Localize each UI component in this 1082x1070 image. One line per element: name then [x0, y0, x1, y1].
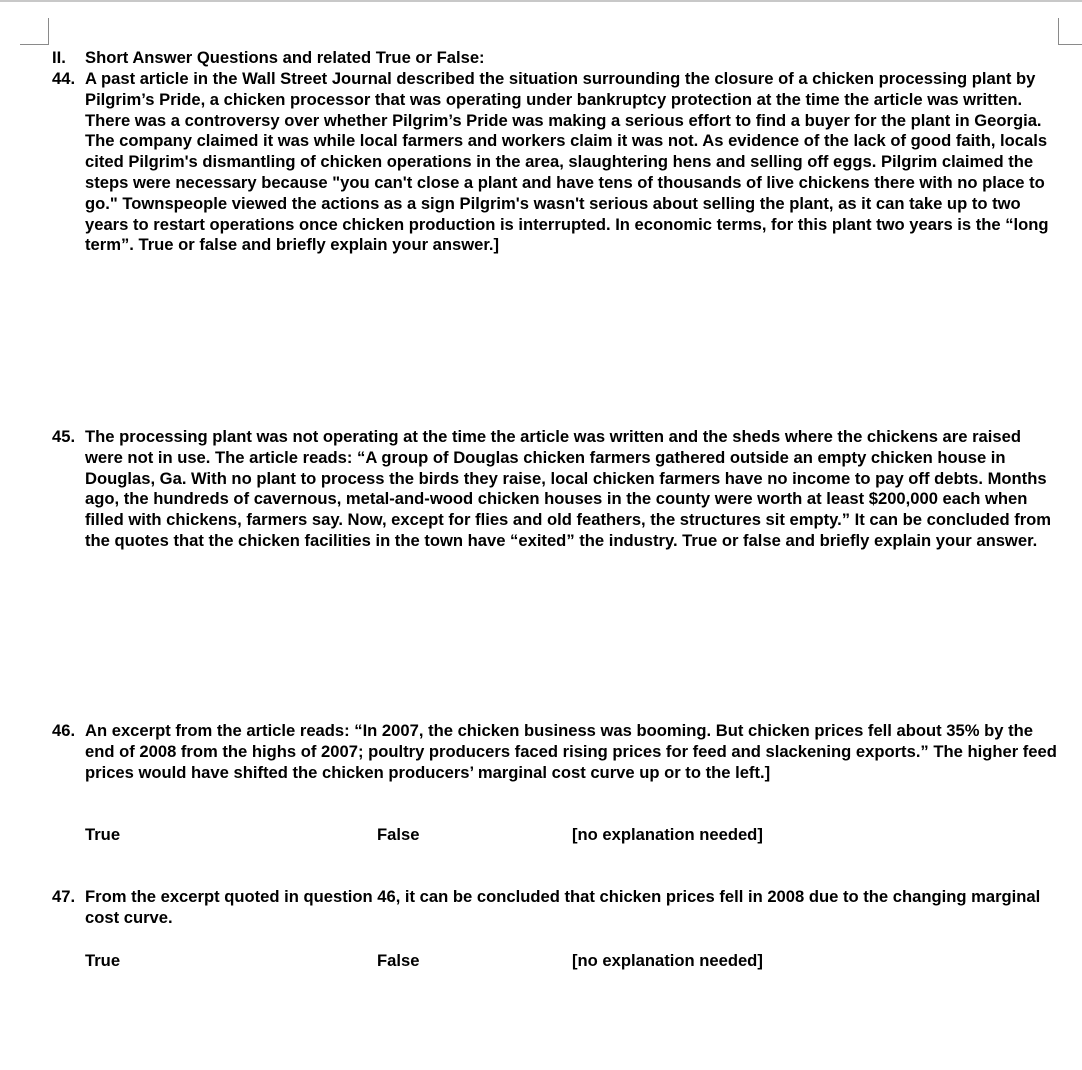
true-option: True [85, 951, 121, 970]
question-44 [52, 69, 1062, 256]
true-option: True [85, 825, 121, 844]
answer-choices-46 [0, 825, 1082, 847]
section-title: Short Answer Questions and related True or False: [85, 48, 485, 67]
question-47 [52, 887, 1062, 929]
answer-choices-47 [0, 951, 1082, 973]
question-number: 44. [52, 69, 76, 88]
question-number: 47. [52, 887, 76, 906]
question-45 [52, 427, 1062, 552]
section-number: II. [52, 48, 66, 67]
question-number: 45. [52, 427, 76, 446]
question-number: 46. [52, 721, 76, 740]
false-option: False [377, 951, 420, 970]
question-text: From the excerpt quoted in question 46, it can be concluded that chicken prices fell in 2008 due to the changing marginal cost curve. [85, 887, 1041, 927]
question-text: The processing plant was not operating at the time the article was written and the sheds where the chickens are raised were not in use. The article reads: “A group of Douglas chicken farmers gathered outside an empty chicken house in Douglas, Ga. With no plant to process the birds they raise, local chicken farmers have no income to pay off debts. Months ago, the hundreds of cavernous, metal-and-wood chicken houses in the county were worth at least $200,000 each when filled with chickens, farmers say. Now, except for flies and old feathers, the structures sit empty.” It can be concluded from the quotes that the chicken facilities in the town have “exited” the industry. True or false and briefly explain your answer. [85, 427, 1052, 550]
section-heading [52, 48, 1062, 69]
false-option: False [377, 825, 420, 844]
no-explanation-note: [no explanation needed] [572, 825, 763, 844]
question-text: An excerpt from the article reads: “In 2007, the chicken business was booming. But chicken prices fell about 35% by the end of 2008 from the highs of 2007; poultry producers faced rising prices for feed and slackening exports.” The higher feed prices would have shifted the chicken producers’ marginal cost curve up or to the left.] [85, 721, 1057, 782]
crop-mark-top-left [20, 18, 49, 45]
question-text: A past article in the Wall Street Journal described the situation surrounding the closure of a chicken processing plant by Pilgrim’s Pride, a chicken processor that was operating under bankruptcy protection at the time the article was written. There was a controversy over whether Pilgrim’s Pride was making a serious effort to find a buyer for the plant in Georgia. The company claimed it was while local farmers and workers claim it was not. As evidence of the lack of good faith, locals cited Pilgrim's dismantling of chicken operations in the area, slaughtering hens and selling off eggs. Pilgrim claimed the steps were necessary because "you can't close a plant and have tens of thousands of live chickens there with no place to go." Townspeople viewed the actions as a sign Pilgrim's wasn't serious about selling the plant, as it can take up to two years to restart operations once chicken production is interrupted. In economic terms, for this plant two years is the “long term”. True or false and briefly explain your answer.] [85, 69, 1049, 255]
no-explanation-note: [no explanation needed] [572, 951, 763, 970]
crop-mark-top-right [1058, 18, 1082, 45]
question-46 [52, 721, 1062, 783]
page-top-edge [0, 0, 1082, 2]
